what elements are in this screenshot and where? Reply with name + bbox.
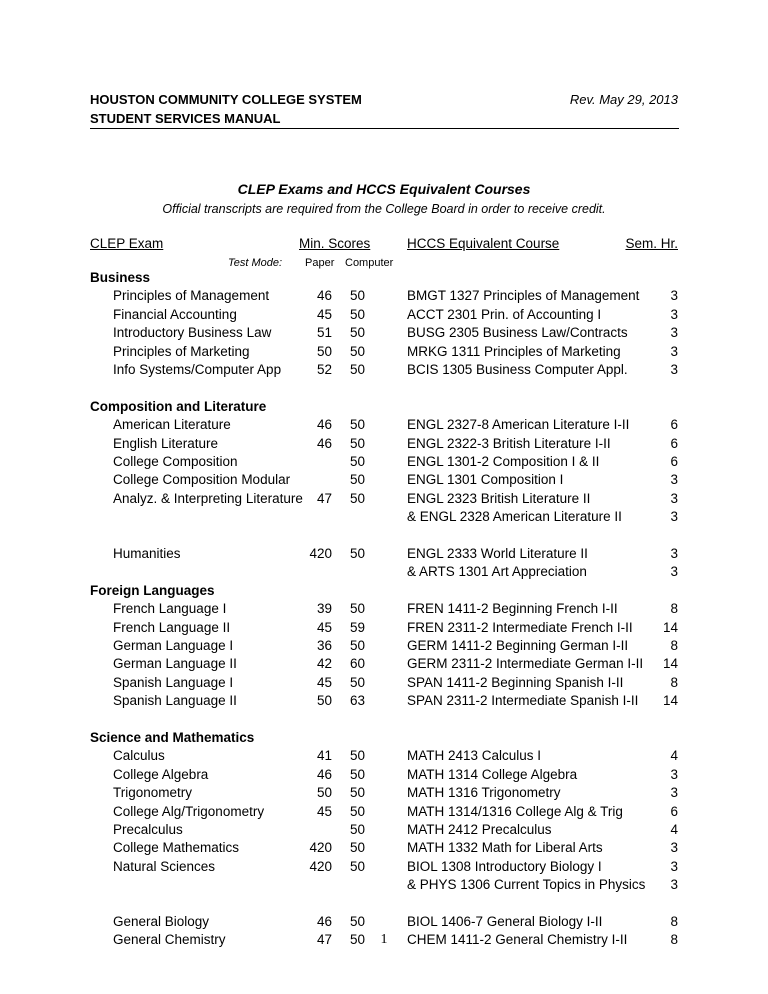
computer-score: 50	[349, 785, 365, 801]
computer-score: 50	[349, 822, 365, 837]
equivalent-course: BMGT 1327 Principles of Management	[407, 288, 640, 304]
semester-hours: 3	[670, 509, 678, 525]
semester-hours: 3	[670, 564, 678, 580]
paper-score: 51	[316, 325, 332, 341]
semester-hours: 6	[670, 454, 678, 469]
computer-score: 50	[349, 435, 365, 451]
equivalent-course: ACCT 2301 Prin. of Accounting I	[407, 306, 602, 322]
equivalent-course: MATH 1316 Trigonometry	[407, 785, 561, 801]
paper-score: 46	[316, 766, 332, 782]
paper-score: 50	[316, 343, 332, 359]
equivalent-course: MRKG 1311 Principles of Marketing	[407, 343, 621, 359]
paper-score: 47	[316, 490, 332, 506]
semester-hours: 14	[662, 656, 678, 672]
computer-score: 50	[349, 748, 365, 764]
semester-hours: 8	[670, 674, 678, 690]
paper-score: 52	[316, 362, 332, 377]
equivalent-course: MATH 1314 College Algebra	[407, 766, 578, 782]
computer-score: 63	[349, 693, 365, 709]
page-subtitle: Official transcripts are required from the College Board in order to receive credit.	[162, 202, 606, 216]
computer-label: Computer	[345, 257, 394, 269]
exam-name: German Language II	[113, 656, 237, 672]
equivalent-course: & ARTS 1301 Art Appreciation	[407, 564, 587, 580]
equivalent-course: BIOL 1308 Introductory Biology I	[407, 858, 602, 874]
equivalent-course: BIOL 1406-7 General Biology I-II	[407, 914, 603, 929]
equivalent-course: MATH 2412 Precalculus	[407, 822, 552, 837]
exam-name: College Composition	[113, 454, 238, 469]
semester-hours: 3	[670, 546, 678, 561]
exam-name: General Biology	[113, 914, 210, 929]
semester-hours: 8	[670, 914, 678, 929]
equivalent-course: ENGL 2327-8 American Literature I-II	[407, 417, 630, 433]
semester-hours: 4	[670, 822, 678, 837]
paper-score: 46	[316, 435, 332, 451]
equivalent-course: & ENGL 2328 American Literature II	[407, 509, 622, 525]
exam-name: Natural Sciences	[113, 858, 216, 874]
computer-score: 50	[349, 803, 365, 819]
paper-score: 41	[316, 748, 332, 764]
exam-name: College Alg/Trigonometry	[113, 803, 265, 819]
exam-name: American Literature	[113, 417, 231, 433]
page-title: CLEP Exams and HCCS Equivalent Courses	[237, 181, 531, 197]
paper-score: 420	[309, 858, 332, 874]
exam-name: Spanish Language I	[113, 674, 234, 690]
equivalent-course: ENGL 2333 World Literature II	[407, 546, 588, 561]
column-header-course: HCCS Equivalent Course	[407, 236, 560, 251]
paper-score: 45	[316, 803, 332, 819]
exam-name: Introductory Business Law	[113, 325, 272, 341]
computer-score: 50	[349, 288, 365, 304]
semester-hours: 8	[670, 638, 678, 653]
equivalent-course: MATH 2413 Calculus I	[407, 748, 542, 764]
equivalent-course: BCIS 1305 Business Computer Appl.	[407, 362, 628, 377]
exam-name: Spanish Language II	[113, 693, 237, 709]
section-heading: Business	[90, 270, 151, 285]
paper-score: 42	[316, 656, 332, 672]
exam-name: College Algebra	[113, 766, 209, 782]
paper-score: 50	[316, 693, 332, 709]
paper-score: 420	[309, 840, 332, 856]
paper-score: 46	[316, 417, 332, 433]
semester-hours: 8	[670, 932, 678, 948]
section-heading: Composition and Literature	[90, 398, 267, 414]
computer-score: 50	[349, 417, 365, 433]
semester-hours: 14	[662, 693, 678, 709]
exam-name: Principles of Management	[113, 288, 270, 304]
equivalent-course: ENGL 2322-3 British Literature I-II	[407, 435, 611, 451]
exam-name: Trigonometry	[113, 785, 193, 801]
exam-name: Precalculus	[113, 822, 183, 837]
exam-name: College Mathematics	[113, 840, 240, 856]
computer-score: 50	[349, 766, 365, 782]
paper-score: 47	[316, 932, 332, 948]
revision-date: Rev. May 29, 2013	[569, 92, 678, 107]
semester-hours: 3	[670, 840, 678, 856]
equivalent-course: GERM 2311-2 Intermediate German I-II	[407, 656, 644, 672]
column-header-scores: Min. Scores	[299, 236, 371, 251]
computer-score: 50	[349, 932, 365, 948]
computer-score: 50	[349, 601, 365, 617]
computer-score: 50	[349, 546, 365, 561]
equivalent-course: ENGL 1301 Composition I	[407, 472, 564, 488]
equivalent-course: GERM 1411-2 Beginning German I-II	[407, 638, 629, 653]
semester-hours: 3	[670, 362, 678, 377]
exam-name: German Language I	[113, 638, 234, 653]
paper-score: 45	[316, 619, 332, 635]
paper-score: 46	[316, 288, 332, 304]
semester-hours: 3	[670, 766, 678, 782]
semester-hours: 6	[670, 417, 678, 433]
section-heading: Science and Mathematics	[90, 730, 255, 745]
equivalent-course: FREN 2311-2 Intermediate French I-II	[407, 619, 633, 635]
exam-name: French Language II	[113, 619, 231, 635]
computer-score: 50	[349, 454, 365, 469]
computer-score: 50	[349, 914, 365, 929]
semester-hours: 4	[670, 748, 678, 764]
paper-score: 45	[316, 306, 332, 322]
computer-score: 59	[349, 619, 365, 635]
computer-score: 50	[349, 306, 365, 322]
semester-hours: 14	[662, 619, 678, 635]
semester-hours: 3	[670, 325, 678, 341]
equivalent-course: FREN 1411-2 Beginning French I-II	[407, 601, 618, 617]
computer-score: 50	[349, 840, 365, 856]
paper-score: 50	[316, 785, 332, 801]
exam-name: College Composition Modular	[113, 472, 291, 488]
paper-score: 46	[316, 914, 332, 929]
semester-hours: 3	[670, 472, 678, 488]
semester-hours: 3	[670, 877, 678, 893]
semester-hours: 3	[670, 858, 678, 874]
column-header-exam: CLEP Exam	[90, 236, 164, 251]
exam-name: Principles of Marketing	[113, 343, 250, 359]
exam-name: Humanities	[113, 546, 181, 561]
computer-score: 50	[349, 343, 365, 359]
computer-score: 50	[349, 472, 365, 488]
manual-name: STUDENT SERVICES MANUAL	[90, 111, 281, 126]
test-mode-label: Test Mode:	[228, 257, 283, 269]
computer-score: 50	[349, 858, 365, 874]
equivalent-course: ENGL 2323 British Literature II	[407, 490, 591, 506]
computer-score: 50	[349, 325, 365, 341]
paper-score: 39	[316, 601, 332, 617]
equivalent-course: MATH 1314/1316 College Alg & Trig	[407, 803, 623, 819]
equivalent-course: MATH 1332 Math for Liberal Arts	[407, 840, 603, 856]
computer-score: 50	[349, 638, 365, 653]
semester-hours: 8	[670, 601, 678, 617]
exam-name: Financial Accounting	[113, 306, 237, 322]
semester-hours: 3	[670, 306, 678, 322]
exam-name: French Language I	[113, 601, 227, 617]
semester-hours: 6	[670, 435, 678, 451]
equivalent-course: ENGL 1301-2 Composition I & II	[407, 454, 600, 469]
computer-score: 60	[349, 656, 365, 672]
computer-score: 50	[349, 490, 365, 506]
exam-name: Analyz. & Interpreting Literature	[113, 490, 303, 506]
column-header-hours: Sem. Hr.	[625, 236, 678, 251]
exam-name: Calculus	[113, 748, 165, 764]
semester-hours: 3	[670, 785, 678, 801]
semester-hours: 6	[670, 803, 678, 819]
computer-score: 50	[349, 674, 365, 690]
semester-hours: 3	[670, 288, 678, 304]
header-rule	[90, 128, 679, 129]
equivalent-course: & PHYS 1306 Current Topics in Physics	[407, 877, 646, 893]
page-number: 1	[380, 932, 388, 947]
exam-name: English Literature	[113, 435, 219, 451]
semester-hours: 3	[670, 343, 678, 359]
exam-name: General Chemistry	[113, 932, 226, 948]
equivalent-course: SPAN 1411-2 Beginning Spanish I-II	[407, 674, 624, 690]
exam-name: Info Systems/Computer App	[113, 362, 282, 377]
institution-name: HOUSTON COMMUNITY COLLEGE SYSTEM	[90, 92, 362, 107]
semester-hours: 3	[670, 490, 678, 506]
equivalent-course: CHEM 1411-2 General Chemistry I-II	[407, 932, 628, 948]
equivalent-course: BUSG 2305 Business Law/Contracts	[407, 325, 628, 341]
paper-label: Paper	[305, 257, 335, 269]
paper-score: 45	[316, 674, 332, 690]
computer-score: 50	[349, 362, 365, 377]
paper-score: 36	[316, 638, 332, 653]
equivalent-course: SPAN 2311-2 Intermediate Spanish I-II	[407, 693, 639, 709]
section-heading: Foreign Languages	[90, 582, 215, 598]
paper-score: 420	[309, 546, 332, 561]
